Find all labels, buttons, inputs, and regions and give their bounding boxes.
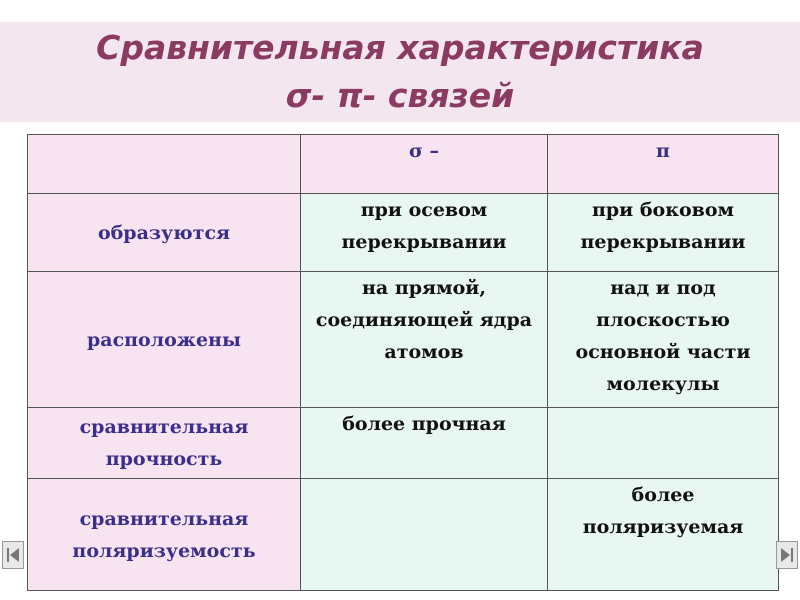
prev-slide-button[interactable] [2, 541, 24, 569]
sigma-polarizability [301, 479, 548, 591]
comparison-table [27, 134, 779, 591]
sigma-location: на прямой, соединяющей ядра атомов [301, 272, 548, 408]
row-label-formation: образуются [28, 194, 301, 272]
row-label-location: расположены [28, 272, 301, 408]
row-label-polarizability: сравнительная поляризуемость [28, 479, 301, 591]
pi-formation: при боковом перекрывании [548, 194, 779, 272]
next-slide-button[interactable] [776, 541, 798, 569]
table-row [28, 194, 779, 272]
sigma-formation: при осевом перекрывании [301, 194, 548, 272]
first-slide-icon [5, 546, 21, 564]
pi-strength [548, 408, 779, 479]
table-row [28, 408, 779, 479]
header-pi: π [548, 135, 779, 194]
slide-title [0, 24, 800, 120]
header-sigma: σ – [301, 135, 548, 194]
last-slide-icon [779, 546, 795, 564]
sigma-strength: более прочная [301, 408, 548, 479]
table-row [28, 479, 779, 591]
pi-polarizability: более поляризуемая [548, 479, 779, 591]
slide-title-line1: Сравнительная характеристика [96, 28, 704, 67]
header-corner-cell [28, 135, 301, 194]
row-label-strength: сравнительная прочность [28, 408, 301, 479]
table-header-row [28, 135, 779, 194]
slide-title-line2: σ- π- связей [285, 76, 515, 115]
pi-location: над и под плоскостью основной части молекулы [548, 272, 779, 408]
table-row [28, 272, 779, 408]
